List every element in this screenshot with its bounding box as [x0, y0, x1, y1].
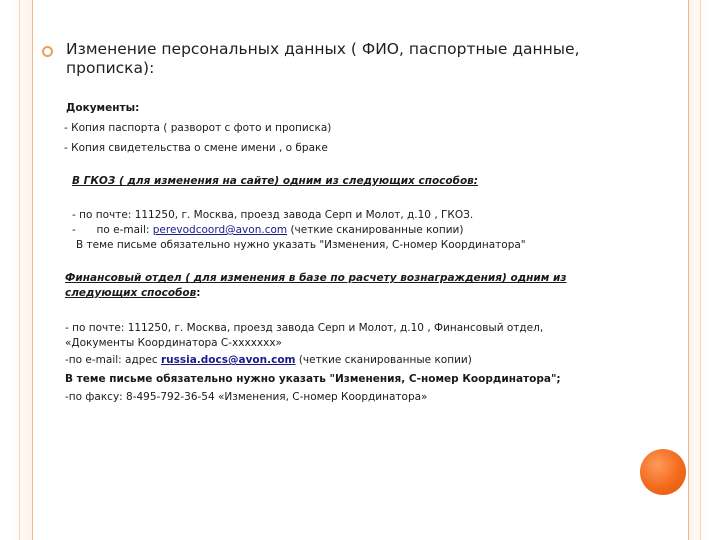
finance-fax: -по факсу: 8-495-792-36-54 «Изменения, С-номер Координатора»: [65, 391, 428, 403]
gkoz-email-line: [72, 223, 463, 237]
documents-item-certificate: - Копия свидетельства о смене имени , о браке: [64, 142, 328, 154]
finance-title-ways: следующих способов: [65, 287, 197, 299]
finance-post-address-line1: - по почте: 111250, г. Москва, проезд завода Серп и Молот, д.10 , Финансовый отдел,: [65, 322, 544, 334]
finance-email-prefix: -по e-mail: адрес: [65, 354, 161, 366]
documents-title: Документы:: [66, 102, 140, 114]
left-decorative-frame: [10, 0, 33, 540]
finance-email-suffix: (четкие сканированные копии): [295, 354, 472, 366]
finance-title-line1: Финансовый отдел ( для изменения в базе по расчету вознаграждения) одним из: [65, 272, 567, 284]
gkoz-email-suffix: (четкие сканированные копии): [287, 224, 464, 236]
finance-post-address-line2: «Документы Координатора С-ххххххх»: [65, 337, 282, 349]
gkoz-email-link[interactable]: perevodcoord@avon.com: [152, 224, 288, 236]
finance-subject-note: В теме письме обязательно нужно указать "Изменения, С-номер Координатора";: [65, 373, 561, 385]
finance-title-colon: :: [196, 287, 201, 299]
orange-circle-decoration: [640, 449, 686, 495]
gkoz-post-address: - по почте: 111250, г. Москва, проезд завода Серп и Молот, д.10 , ГКОЗ.: [72, 209, 474, 221]
finance-email-link[interactable]: russia.docs@avon.com: [160, 354, 296, 366]
finance-email-line: [65, 353, 472, 367]
page-heading: Изменение персональных данных ( ФИО, паспортные данные, прописка):: [66, 40, 580, 77]
gkoz-email-prefix: по e-mail:: [96, 224, 153, 236]
gkoz-subject-note: В теме письме обязательно нужно указать "Изменения, С-номер Координатора": [76, 239, 526, 251]
gkoz-title: В ГКОЗ ( для изменения на сайте) одним из следующих способов:: [72, 175, 479, 187]
heading-bullet-icon: [42, 46, 53, 57]
documents-item-passport: - Копия паспорта ( разворот с фото и прописка): [64, 122, 332, 134]
gkoz-email-dash: -: [72, 224, 76, 236]
right-decorative-frame: [688, 0, 711, 540]
finance-title-line2: [65, 286, 200, 300]
